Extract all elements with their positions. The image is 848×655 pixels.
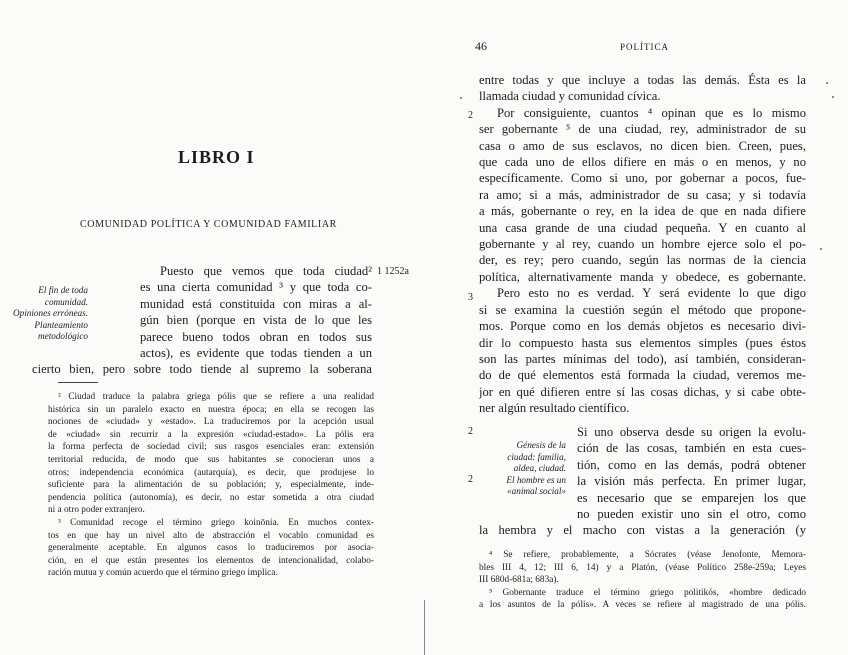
right-body-text-top [479, 72, 806, 417]
body-line: política, alternativamente manda y obedece, es gobernante. [479, 269, 806, 284]
body-line: entre todas y que incluye a todas las demás. Ésta es la [479, 73, 806, 87]
line-number: 2 [468, 426, 473, 437]
margin-note-line: El fin de toda [38, 285, 88, 295]
body-line: ser gobernante ⁵ de una ciudad, rey, administrador de su [479, 122, 806, 137]
body-line: es necesario que se emparejen los que [577, 490, 806, 505]
line-number: 2 [468, 110, 473, 121]
footnote-rule [58, 382, 98, 383]
bekker-line-ref: 1 1252a [377, 266, 409, 277]
body-line: tión, como en las demás, podrá obtener [577, 457, 806, 472]
running-head: POLÍTICA [620, 42, 669, 52]
page-number: 46 [475, 39, 487, 53]
body-line: parece bueno todos obran en todos sus [140, 329, 372, 344]
body-line: a más, gobernante o rey, en la idea de que en nada difiere [479, 204, 806, 219]
body-line: der, es rey; pero cuando, según las normas de la ciencia [479, 253, 806, 268]
body-line: gún bien (porque en vista de lo que les [140, 313, 372, 328]
left-footnotes [48, 391, 374, 580]
footnote-line: otros; independencia económica (autarquía), es decir, que produjese lo [48, 467, 374, 478]
body-line: do de qué elementos está formada la ciudad, veremos me- [479, 368, 806, 383]
body-line: es una cierta comunidad ³ y que toda co- [140, 280, 372, 295]
body-line: mos. Porque como en los demás objetos es necesario divi- [479, 319, 806, 334]
body-line: ción de las cosas, también en esta cues- [577, 441, 806, 456]
line-number: 3 [468, 292, 473, 303]
right-body-text-bottom [479, 424, 806, 539]
body-line: una casa grande de una ciudad pequeña. Y en cuanto al [479, 220, 806, 235]
body-line: Pero esto no es verdad. Y será evidente lo que digo [497, 286, 806, 301]
body-line: la visión más perfecta. En primer lugar, [577, 474, 806, 489]
margin-note-line: «animal social» [507, 486, 566, 496]
body-line: Puesto que vemos que toda ciudad² [160, 264, 372, 278]
book-title: LIBRO I [178, 147, 255, 167]
body-line: específicamente. Como si uno, por gobernar a pocos, fue- [479, 171, 806, 186]
margin-note-line: Génesis de la [516, 440, 566, 450]
body-line: jor en qué difieren entre sí las cosas dichas, y si cabe obte- [479, 384, 806, 399]
footnote-line: ³ Comunidad recoge el término griego koinōnía. En muchos contex- [58, 517, 374, 528]
right-page [424, 0, 848, 655]
footnote-line: ⁵ Gobernante traduce el término griego politikós, «hombre dedicado [489, 587, 806, 598]
footnote-line: territorial reducida, de modo que sus habitantes se conocieran unos a [48, 454, 374, 465]
body-line: munidad está constituida con miras a al- [140, 296, 372, 311]
footnote-line: histórica sin un paralelo exacto en nuestra época; en ella se recogen las [48, 404, 374, 415]
footnote-line: ni a otro poder extranjero. [48, 505, 145, 516]
footnote-line: pendencia política (autonomía), es decir, no estar sometida a otra ciudad [48, 492, 374, 503]
footnote-line: generalmente aceptable. En algunos casos lo traduciremos por asocia- [48, 543, 374, 554]
margin-note-line: aldea, ciudad. [513, 463, 566, 473]
footnote-line: ⁴ Se refiere, probablemente, a Sócrates (véase Jenofonte, Memora- [489, 550, 806, 560]
body-line: la hembra y el macho con vistas a la generación (y [479, 523, 806, 538]
scan-speck [832, 96, 834, 98]
footnote-line: nociones de «ciudad» y «estado». La traduciremos por la acepción usual [48, 417, 374, 428]
margin-note-line: metodológico [37, 331, 88, 341]
footnote-line: ción, en el que están presentes los elementos de intencionalidad, colabo- [48, 555, 374, 566]
margin-note-line: comunidad. [44, 296, 88, 307]
scan-speck [826, 82, 828, 84]
margin-note-line: El hombre es un [506, 474, 566, 485]
margin-note-line: Planteamiento [34, 319, 88, 330]
line-number: 2 [468, 474, 473, 485]
chapter-title: COMUNIDAD POLÍTICA Y COMUNIDAD FAMILIAR [80, 219, 337, 230]
body-line: Si uno observa desde su origen la evolu- [577, 425, 806, 439]
footnote-line: a los asuntos de la pólis». A veces se refiere al magistrado de una pólis. [479, 600, 806, 611]
body-line: si se examina la cuestión según el método que propone- [479, 302, 806, 317]
body-line: gobernante y al rey, cuando un hombre ejerce solo el po- [479, 237, 806, 252]
footnote-line: ración mutua y común acuerdo que el término griego implica. [48, 568, 278, 579]
footnote-line: bles III 4, 12; III 6, 14) y a Platón, (véase Político 258e-259a; Leyes [479, 562, 806, 573]
body-line: ra amo; si a más, administrador de su casa; y si todavía [479, 187, 806, 202]
body-line: llamada ciudad y comunidad cívica. [479, 89, 661, 104]
left-body-text [32, 263, 372, 378]
margin-note-line: ciudad: familia, [507, 451, 566, 462]
footnote-line: tos en que hay un nivel alto de abstracción el vocablo comunidad es [48, 530, 374, 541]
body-line: dir lo compuesto hasta sus elementos simples (pues éstos [479, 335, 806, 350]
footnote-line: suficiente para la alimentación de su población; y, especialmente, inde- [48, 480, 374, 491]
body-line: cierto bien, pero sobre todo tiende al supremo la soberana [32, 362, 372, 377]
body-line: casa o amo de sus esclavos, no dicen bien. Creen, pues, [479, 138, 806, 153]
margin-note-line: Opiniones erróneas. [12, 308, 88, 318]
body-line: ner algún resultado científico. [479, 401, 630, 416]
footnote-line: la forma perfecta de sociedad civil; sus rasgos esenciales eran: extensión [48, 442, 374, 453]
body-line: que cada uno de ellos difiere en más o en menos, y no [479, 155, 806, 170]
footnote-line: de «ciudad» sin recurrir a la expresión «ciudad-estado». La pólis era [48, 429, 374, 440]
footnote-line: III 680d-681a; 683a). [479, 575, 559, 586]
body-line: Por consiguiente, cuantos ⁴ opinan que es lo mismo [497, 105, 806, 120]
body-line: son las partes mínimas del todo), así también, consideran- [479, 351, 806, 366]
scan-speck [820, 248, 822, 250]
footnote-line: ² Ciudad traduce la palabra griega pólis que se refiere a una realidad [58, 392, 374, 402]
body-line: no pueden existir uno sin el otro, como [577, 507, 806, 522]
scan-speck [460, 97, 462, 99]
right-footnotes [479, 549, 806, 612]
body-line: actos), es evidente que todas tienden a un [140, 346, 372, 361]
